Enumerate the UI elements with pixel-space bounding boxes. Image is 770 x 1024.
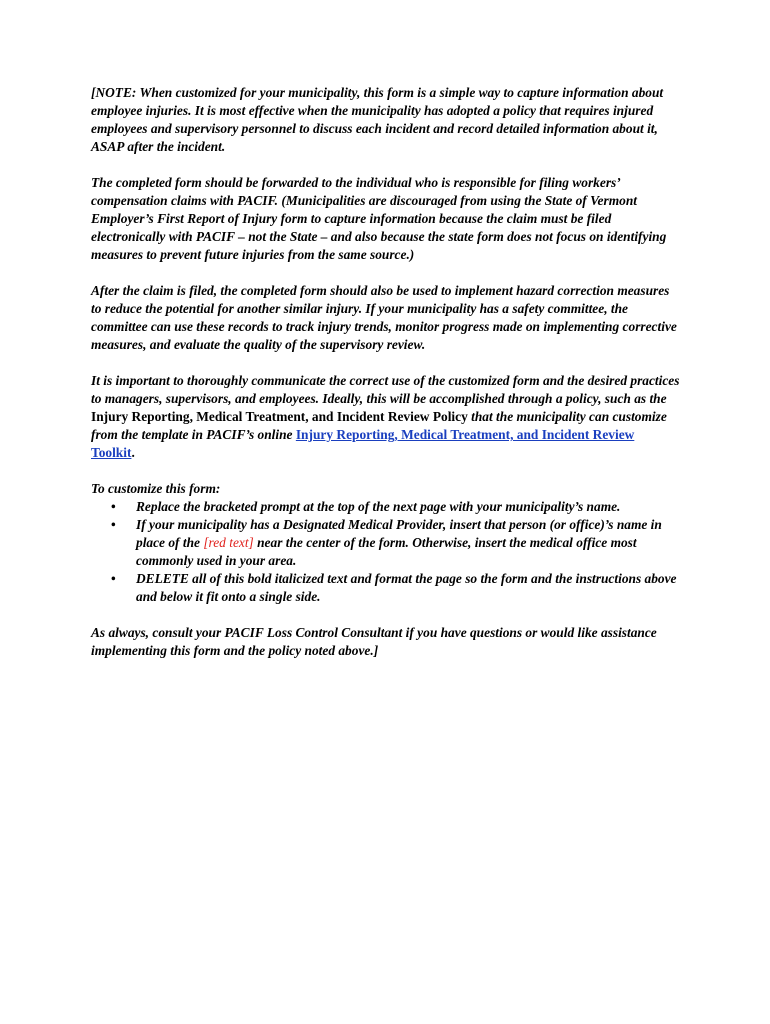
bullet-icon: •: [111, 571, 116, 586]
communicate-text-middle: that the municipality can customize from the template in PACIF’s online: [91, 409, 667, 442]
customize-heading: To customize this form:: [91, 481, 221, 496]
list-item-text: DELETE all of this bold italicized text and format the page so the form and the instructions above and below it fit onto a single side.: [136, 571, 677, 604]
list-item-text-start: If your municipality has a Designated Medical Provider, insert that person (or office)’s name in place of the: [136, 517, 662, 550]
list-item-text: Replace the bracketed prompt at the top of the next page with your municipality’s name.: [136, 499, 621, 514]
list-item-text-end: near the center of the form. Otherwise, insert the medical office most commonly used in your area.: [136, 535, 637, 568]
note-paragraph: [NOTE: When customized for your municipality, this form is a simple way to capture information about employee injuries. It is most effective when the municipality has adopted a policy that requires injured employees and supervisory personnel to discuss each incident and record detailed information about it, ASAP after the incident.: [91, 85, 664, 154]
instructions-page: [91, 84, 681, 678]
communicate-paragraph: [91, 372, 681, 462]
customize-list: [91, 498, 681, 606]
bullet-icon: •: [111, 517, 116, 532]
red-text-marker: [red text]: [203, 535, 254, 550]
forwarding-paragraph: The completed form should be forwarded to the individual who is responsible for filing workers’ compensation claims with PACIF. (Municipalities are discouraged from using the State of Vermont Employer’s First Report of Injury form to capture information because the claim must be filed electronically with PACIF – not the State – and also because the state form does not focus on identifying measures to prevent future injuries from the same source.): [91, 175, 667, 262]
closing-paragraph: As always, consult your PACIF Loss Control Consultant if you have questions or would like assistance implementing this form and the policy noted above.]: [91, 625, 657, 658]
list-item: [91, 516, 681, 570]
communicate-text-start: It is important to thoroughly communicate the correct use of the customized form and the desired practices to managers, supervisors, and employees. Ideally, this will be accomplished through a policy, such as the: [91, 373, 680, 406]
list-item: [91, 498, 681, 516]
list-item: [91, 570, 681, 606]
toolkit-link[interactable]: Injury Reporting, Medical Treatment, and Incident Review Toolkit: [91, 427, 635, 460]
communicate-text-end: .: [131, 445, 135, 460]
after-claim-paragraph: After the claim is filed, the completed form should also be used to implement hazard correction measures to reduce the potential for another similar injury. If your municipality has a safety committee, the committee can use these records to track injury trends, monitor progress made on implementing corrective measures, and evaluate the quality of the supervisory review.: [91, 283, 677, 352]
policy-name: Injury Reporting, Medical Treatment, and Incident Review Policy: [91, 409, 468, 424]
bullet-icon: •: [111, 499, 116, 514]
